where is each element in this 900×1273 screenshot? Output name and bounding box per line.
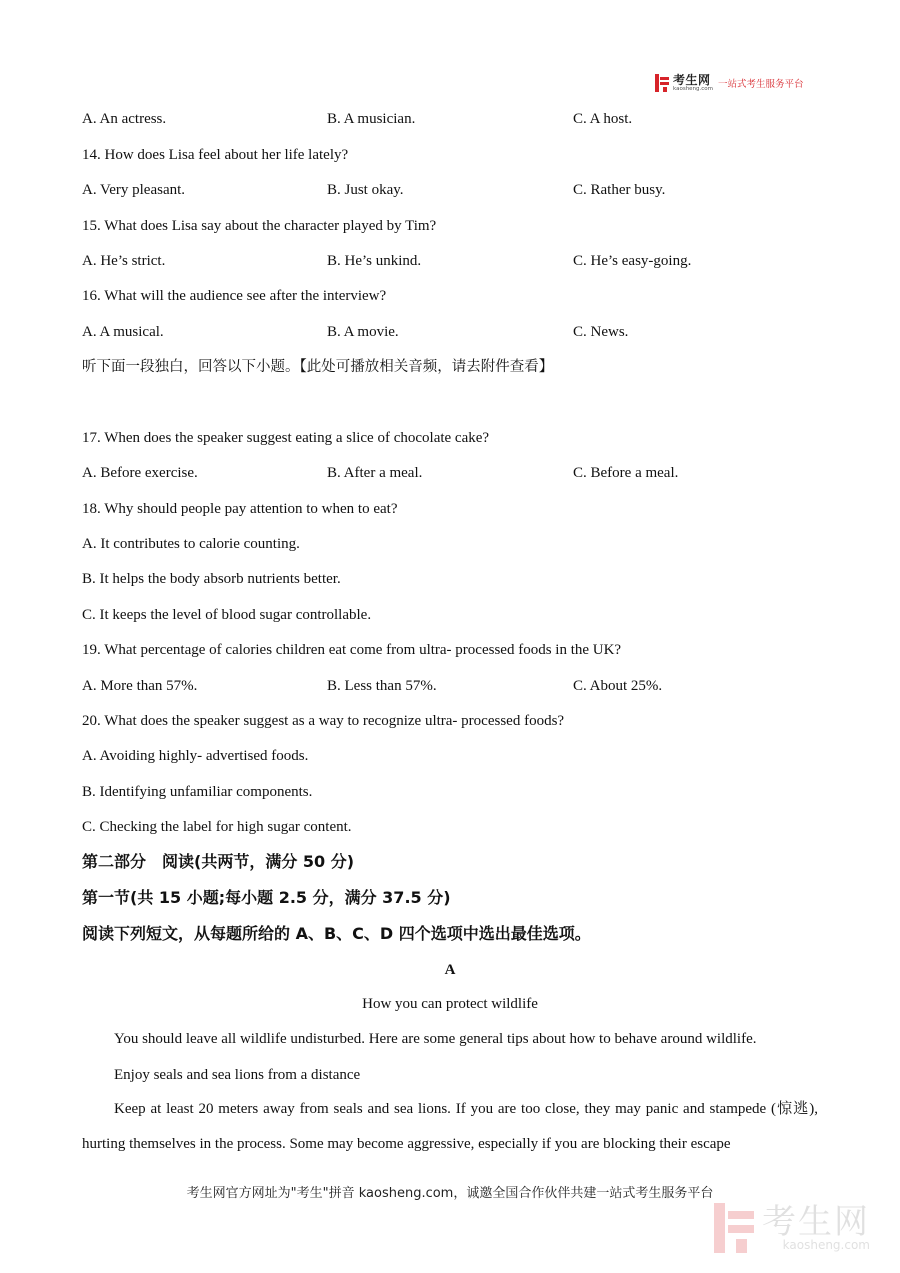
- watermark-brand-en: kaosheng.com: [782, 1238, 870, 1252]
- q13-option-c: C. A host.: [573, 111, 633, 127]
- q16-option-c: C. News.: [573, 324, 629, 340]
- header-tagline: 一站式考生服务平台: [718, 79, 804, 90]
- part2-instruction: 阅读下列短文，从每题所给的 A、B、C、D 四个选项中选出最佳选项。: [82, 924, 591, 943]
- q14-option-b: B. Just okay.: [327, 182, 404, 198]
- q19-option-b: B. Less than 57%.: [327, 678, 437, 694]
- watermark: [714, 1203, 870, 1253]
- page-footer: 考生网官方网址为"考生"拼音 kaosheng.com，诚邀全国合作伙伴共建一站式考生服务平台: [186, 1186, 714, 1201]
- passage-paragraph-2: Keep at least 20 meters away from seals and sea lions. If you are too close, they may panic and stampede (惊逃), hurting themselves in the process. Some may become aggressive, especially if you are blocking their escape: [82, 1101, 818, 1152]
- q13-option-b: B. A musician.: [327, 111, 416, 127]
- q16-option-b: B. A movie.: [327, 324, 399, 340]
- q17-option-a: A. Before exercise.: [82, 465, 198, 481]
- passage-letter: A: [444, 962, 456, 978]
- passage-subheading: Enjoy seals and sea lions from a distance: [114, 1067, 361, 1083]
- q20-stem: 20. What does the speaker suggest as a way to recognize ultra- processed foods?: [82, 713, 565, 729]
- q13-option-a: A. An actress.: [82, 111, 167, 127]
- q16-option-a: A. A musical.: [82, 324, 164, 340]
- q15-stem: 15. What does Lisa say about the character played by Tim?: [82, 218, 437, 234]
- watermark-brand-cn: 考生网: [762, 1202, 870, 1242]
- q18-option-c: C. It keeps the level of blood sugar controllable.: [82, 607, 372, 623]
- passage-title: How you can protect wildlife: [362, 996, 538, 1012]
- part2-section1: 第一节(共 15 小题;每小题 2.5 分，满分 37.5 分): [82, 888, 451, 907]
- q19-stem: 19. What percentage of calories children eat come from ultra- processed foods in the UK?: [82, 642, 622, 658]
- q14-option-c: C. Rather busy.: [573, 182, 666, 198]
- q17-option-b: B. After a meal.: [327, 465, 423, 481]
- monologue-instruction: 听下面一段独白，回答以下小题。【此处可播放相关音频，请去附件查看】: [82, 359, 554, 375]
- q14-stem: 14. How does Lisa feel about her life lately?: [82, 147, 349, 163]
- q15-option-c: C. He’s easy-going.: [573, 253, 692, 269]
- q20-option-b: B. Identifying unfamiliar components.: [82, 784, 313, 800]
- header-logo: [655, 72, 804, 94]
- header-brand-en: kaosheng.com: [673, 85, 714, 92]
- q15-option-a: A. He’s strict.: [82, 253, 166, 269]
- q17-stem: 17. When does the speaker suggest eating a slice of chocolate cake?: [82, 430, 490, 446]
- q16-stem: 16. What will the audience see after the interview?: [82, 288, 387, 304]
- q19-option-c: C. About 25%.: [573, 678, 663, 694]
- q18-option-b: B. It helps the body absorb nutrients better.: [82, 571, 341, 587]
- q19-option-a: A. More than 57%.: [82, 678, 198, 694]
- passage-paragraph-1: You should leave all wildlife undisturbed. Here are some general tips about how to behave around wildlife.: [114, 1031, 757, 1047]
- q18-option-a: A. It contributes to calorie counting.: [82, 536, 300, 552]
- kaosheng-watermark-icon: [714, 1203, 754, 1253]
- q15-option-b: B. He’s unkind.: [327, 253, 422, 269]
- part2-title: 第二部分 阅读(共两节，满分 50 分): [82, 852, 355, 871]
- q20-option-a: A. Avoiding highly- advertised foods.: [82, 748, 309, 764]
- kaosheng-logo-icon: [655, 74, 669, 92]
- q20-option-c: C. Checking the label for high sugar content.: [82, 819, 352, 835]
- q18-stem: 18. Why should people pay attention to when to eat?: [82, 501, 398, 517]
- q17-option-c: C. Before a meal.: [573, 465, 679, 481]
- header-brand-cn: 考生网: [673, 72, 711, 87]
- q14-option-a: A. Very pleasant.: [82, 182, 186, 198]
